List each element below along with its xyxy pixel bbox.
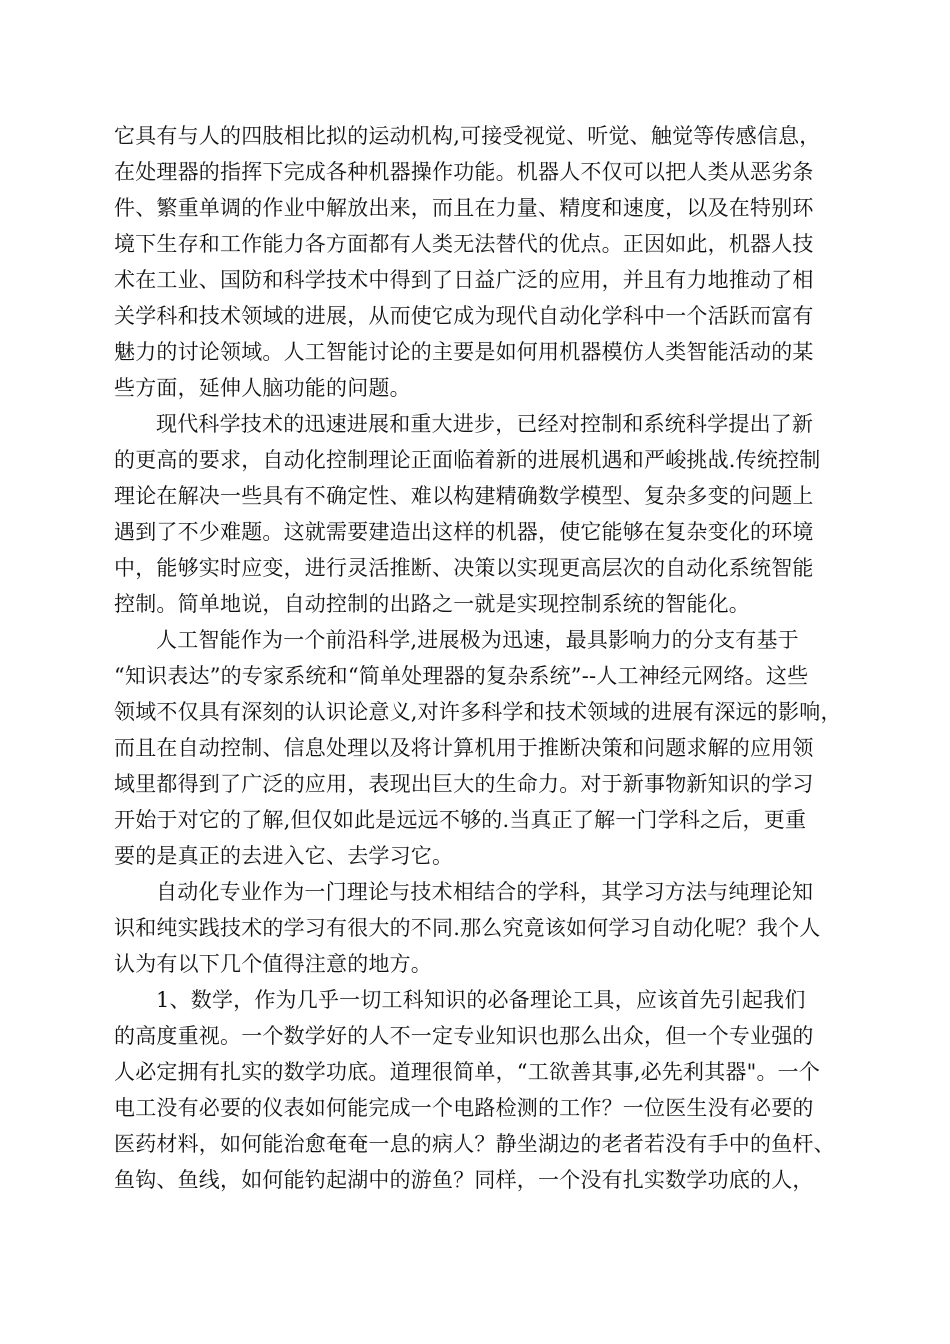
text-line: 关学科和技术领域的进展，从而使它成为现代自动化学科中一个活跃而富有 [114,304,814,328]
paragraph-first-line: 自动化专业作为一门理论与技术相结合的学科，其学习方法与纯理论知 [156,880,814,904]
text-line: 领域不仅具有深刻的认识论意义,对许多科学和技术领域的进展有深远的影响， [114,700,842,724]
text-line: 它具有与人的四肢相比拟的运动机构,可接受视觉、听觉、触觉等传感信息， [114,124,821,148]
text-line: 境下生存和工作能力各方面都有人类无法替代的优点。正因如此，机器人技 [114,232,814,256]
text-line: 医药材料，如何能治愈奄奄一息的病人？静坐湖边的老者若没有手中的鱼杆、 [114,1132,835,1156]
text-line: 控制。简单地说，自动控制的出路之一就是实现控制系统的智能化。 [114,592,750,616]
text-line: 的高度重视。一个数学好的人不一定专业知识也那么出众，但一个专业强的 [114,1024,814,1048]
text-line: 件、繁重单调的作业中解放出来，而且在力量、精度和速度，以及在特别环 [114,196,814,220]
text-line: 理论在解决一些具有不确定性、难以构建精确数学模型、复杂多变的问题上 [114,484,814,508]
text-line: 而且在自动控制、信息处理以及将计算机用于推断决策和问题求解的应用领 [114,736,814,760]
text-line: 中，能够实时应变，进行灵活推断、决策以实现更高层次的自动化系统智能 [114,556,814,580]
text-line: 人必定拥有扎实的数学功底。道理很简单，“工欲善其事,必先利其器"。一个 [114,1060,821,1084]
paragraph-first-line: 现代科学技术的迅速进展和重大进步，已经对控制和系统科学提出了新 [156,412,814,436]
text-line: 些方面，延伸人脑功能的问题。 [114,376,411,400]
text-line: 开始于对它的了解,但仅如此是远远不够的.当真正了解一门学科之后，更重 [114,808,807,832]
text-line: 电工没有必要的仪表如何能完成一个电路检测的工作？一位医生没有必要的 [114,1096,814,1120]
text-line: 认为有以下几个值得注意的地方。 [114,952,432,976]
document-body [114,118,872,1198]
text-line: 要的是真正的去进入它、去学习它。 [114,844,454,868]
text-line: 的更高的要求，自动化控制理论正面临着新的进展机遇和严峻挑战.传统控制 [114,448,821,472]
text-line: 识和纯实践技术的学习有很大的不同.那么究竟该如何学习自动化呢？我个人 [114,916,821,940]
text-line: 鱼钩、鱼线，如何能钓起湖中的游鱼？同样，一个没有扎实数学功底的人， [114,1168,814,1192]
text-line: 域里都得到了广泛的应用，表现出巨大的生命力。对于新事物新知识的学习 [114,772,814,796]
paragraph-first-line: 1、数学，作为几乎一切工科知识的必备理论工具，应该首先引起我们 [156,988,806,1012]
paragraph-first-line: 人工智能作为一个前沿科学,进展极为迅速，最具影响力的分支有基于 [156,628,799,652]
text-line: 术在工业、国防和科学技术中得到了日益广泛的应用，并且有力地推动了相 [114,268,814,292]
text-line: 魅力的讨论领域。人工智能讨论的主要是如何用机器模仿人类智能活动的某 [114,340,814,364]
text-line: 遇到了不少难题。这就需要建造出这样的机器，使它能够在复杂变化的环境 [114,520,814,544]
text-line: “知识表达”的专家系统和“简单处理器的复杂系统”--人工神经元网络。这些 [114,664,809,688]
text-line: 在处理器的指挥下完成各种机器操作功能。机器人不仅可以把人类从恶劣条 [114,160,814,184]
